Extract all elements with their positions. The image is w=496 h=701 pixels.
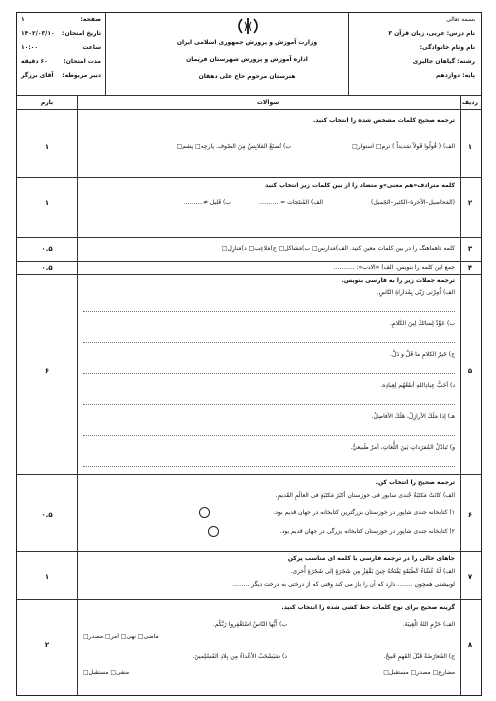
question-number: ۳ (467, 245, 473, 253)
sentence-item: الف) حَرِّمِ اللهُ الْغِيبَةَ. (402, 621, 455, 628)
question-number: ۲ (467, 199, 473, 207)
page-number: ۱ (21, 16, 25, 23)
question-number: ۶ (467, 511, 473, 519)
sentence-item: هـ) إذا مَلَكَ الأرازِلُ، هَلَكَ الأفاضِلُ. (371, 413, 455, 420)
question-title: ترجمه جملات زیر را به فارسی بنویس. (341, 277, 455, 284)
question-title: کلمه مترادف«هم معنی»و متضاد را از بین کلمات زیر انتخاب کنید (265, 182, 455, 189)
answer-line[interactable] (83, 404, 455, 405)
question-title: ترجمه صحیح را انتخاب کن. (375, 479, 455, 486)
choice-options[interactable]: ماضی□ نهی□ امر□ مصدر□ (83, 633, 159, 640)
synonym-blank[interactable]: الف) المُنتَجات = .......... (259, 199, 323, 206)
question-score: ۲ (44, 641, 50, 649)
exam-sheet (16, 12, 482, 696)
row-column-header: ردیف (462, 99, 478, 106)
question-number: ۵ (467, 367, 473, 375)
sentence-item: د) أحَبُّ عِبادِاللهِ أنفَعُهُم لِعِبادِه. (380, 382, 455, 389)
sentence-item: الف) لَهُ عُشّاءٌ كَطَبَقَةٍ يَفْتَحُهُ حِينَ يَقْفِزُ مِن شَجَرَةٍ إلى شَجَرَةٍ أُخرى. (290, 568, 455, 575)
exam-duration-label: مدت امتحان: (63, 58, 101, 65)
question-score: ۰.۵ (41, 264, 53, 272)
course-name: نام درس: عربی، زبان قرآن ۳ (388, 30, 475, 37)
answer-line[interactable] (83, 373, 455, 374)
sentence-item: ب) عَوِّدْ لِسانَكَ لِينَ الكَلامِ. (390, 320, 455, 327)
sentence-item: ب) أَيُّها النّاسُ اسْتَغْفِروا رَبَّكُم. (212, 621, 287, 628)
word-bank: (المَحاصیل–الأخرة–الكثير–الجَميل) (371, 199, 455, 206)
question-title: گزینه صحیح برای نوع کلمات خط کشی شده را انتخاب کنید. (281, 604, 455, 611)
question-number: ۴ (467, 264, 473, 272)
question-title: جاهای خالی را در ترجمه فارسی با کلمه ای مناسب پرکن (287, 555, 455, 562)
question-item[interactable]: جمع این کلمه را بنویس. الف) «الادب»: ........... (333, 264, 455, 271)
choice-options[interactable]: مضارع□ مصدر□ مستقبل□ (383, 669, 455, 676)
education-office: اداره آموزش و پرورش شهرستان فریمان (186, 56, 308, 63)
sentence-item: و) تَبادُلُ المُفرَداتِ بَينَ اللُّغاتِ، أمرٌ طَبيعيٌّ. (350, 444, 455, 451)
answer-line[interactable] (83, 311, 455, 312)
ministry-name: وزارت آموزش و پرورش جمهوری اسلامی ایران (176, 39, 318, 46)
option-1[interactable]: ۱) کتابخانه جندی شاپور در خوزستان بزرگترین کتابخانه در جهان قدیم بود. (273, 509, 455, 516)
grade-level: پایه: دوازدهم (435, 72, 475, 79)
sentence-item: ج) خَيرُ الكلامِ ما قَلَّ و دَلَّ. (390, 351, 455, 358)
school-name: هنرستان مرحوم حاج علی دهقان (198, 73, 296, 80)
exam-date: ۱۴۰۲/۰۳/۱۰ (21, 30, 55, 37)
fill-blank-translation[interactable]: لوبیشنی همچون ........ دارد که آن را باز می کند وقتی که از درختی به درخت دیگر ......... (232, 581, 455, 588)
field-of-study: رشته: گیاهان جالیزی (412, 58, 475, 65)
iran-emblem-icon (228, 17, 268, 35)
option-2[interactable]: ۲) کتابخانه جندی شاپور در خوزستان کتابخانه بزرگی در جهان قدیم بود. (279, 528, 455, 535)
radio-option-2-icon[interactable] (208, 526, 219, 537)
question-score: ۰.۵ (41, 245, 53, 253)
bismillah: بسمه تعالی (446, 16, 475, 23)
question-score: ۰.۵ (41, 511, 53, 519)
teacher-name: آقای برزگر (21, 72, 54, 79)
answer-line[interactable] (83, 435, 455, 436)
choice-options[interactable]: منفی□ مستقبل□ (83, 669, 130, 676)
page-label: صفحه: (80, 16, 101, 23)
exam-time: ۱۰:۰۰ (21, 44, 39, 51)
question-score: ۱ (44, 199, 50, 207)
student-name-field: نام ونام خانوادگی: (419, 44, 475, 51)
sentence-item: ج) المُعارَضَةُ قَبْلَ الفَهمِ قَبيحٌ. (383, 653, 455, 660)
question-number: ۷ (467, 573, 473, 581)
teacher-label: دبیر مربوطه: (62, 72, 101, 79)
exam-time-label: ساعت (82, 44, 101, 51)
question-item[interactable]: ب) تُصنَعُ المَلابِسُ مِنَ الصّوف. پارچه□ پشم□ (176, 143, 291, 150)
question-number: ۸ (467, 641, 473, 649)
question-title: ترجمه صحیح کلمات مشخص شده را انتخاب کنید. (313, 117, 455, 124)
questions-column-header: سوالات (256, 99, 280, 106)
sentence-item: الف) كانَتْ مَكتَبَةُ جُندی سابور فی خوزستان أكبَرَ مَكتَبَةٍ فی العالَمِ القَديمِ. (275, 492, 455, 499)
exam-date-label: تاریخ امتحان: (62, 30, 101, 37)
answer-line[interactable] (83, 342, 455, 343)
antonym-blank[interactable]: ب) قَليل ≠.......... (183, 199, 231, 206)
exam-duration: ۶۰ دقیقه (21, 58, 48, 65)
question-score: ۱ (44, 143, 50, 151)
question-score: ۱ (44, 573, 50, 581)
answer-line[interactable] (83, 466, 455, 467)
sentence-item: د) سَيَسْحَبُ الأعْداءُ مِن بِلادِ المُسْلِمينَ. (192, 653, 287, 660)
question-score: ۶ (44, 367, 50, 375)
question-number: ۱ (467, 143, 473, 151)
radio-option-1-icon[interactable] (199, 507, 210, 518)
question-item[interactable]: الف) ( قُولُوا قَولاً سَدیداً ) نرم□ استوار□ (352, 143, 455, 150)
question-item[interactable]: کلمه ناهماهنگ را در بین کلمات معین کنید. الف)مَدارس□ ب)مَشاكل□ ج)مَلاعِب□ د)مَنازِل□ (221, 245, 455, 252)
score-column-header: بارم (40, 99, 54, 106)
sentence-item: الف) اُمِرْنی رَبّی بِمُداراةِ النّاسِ. (376, 289, 455, 296)
